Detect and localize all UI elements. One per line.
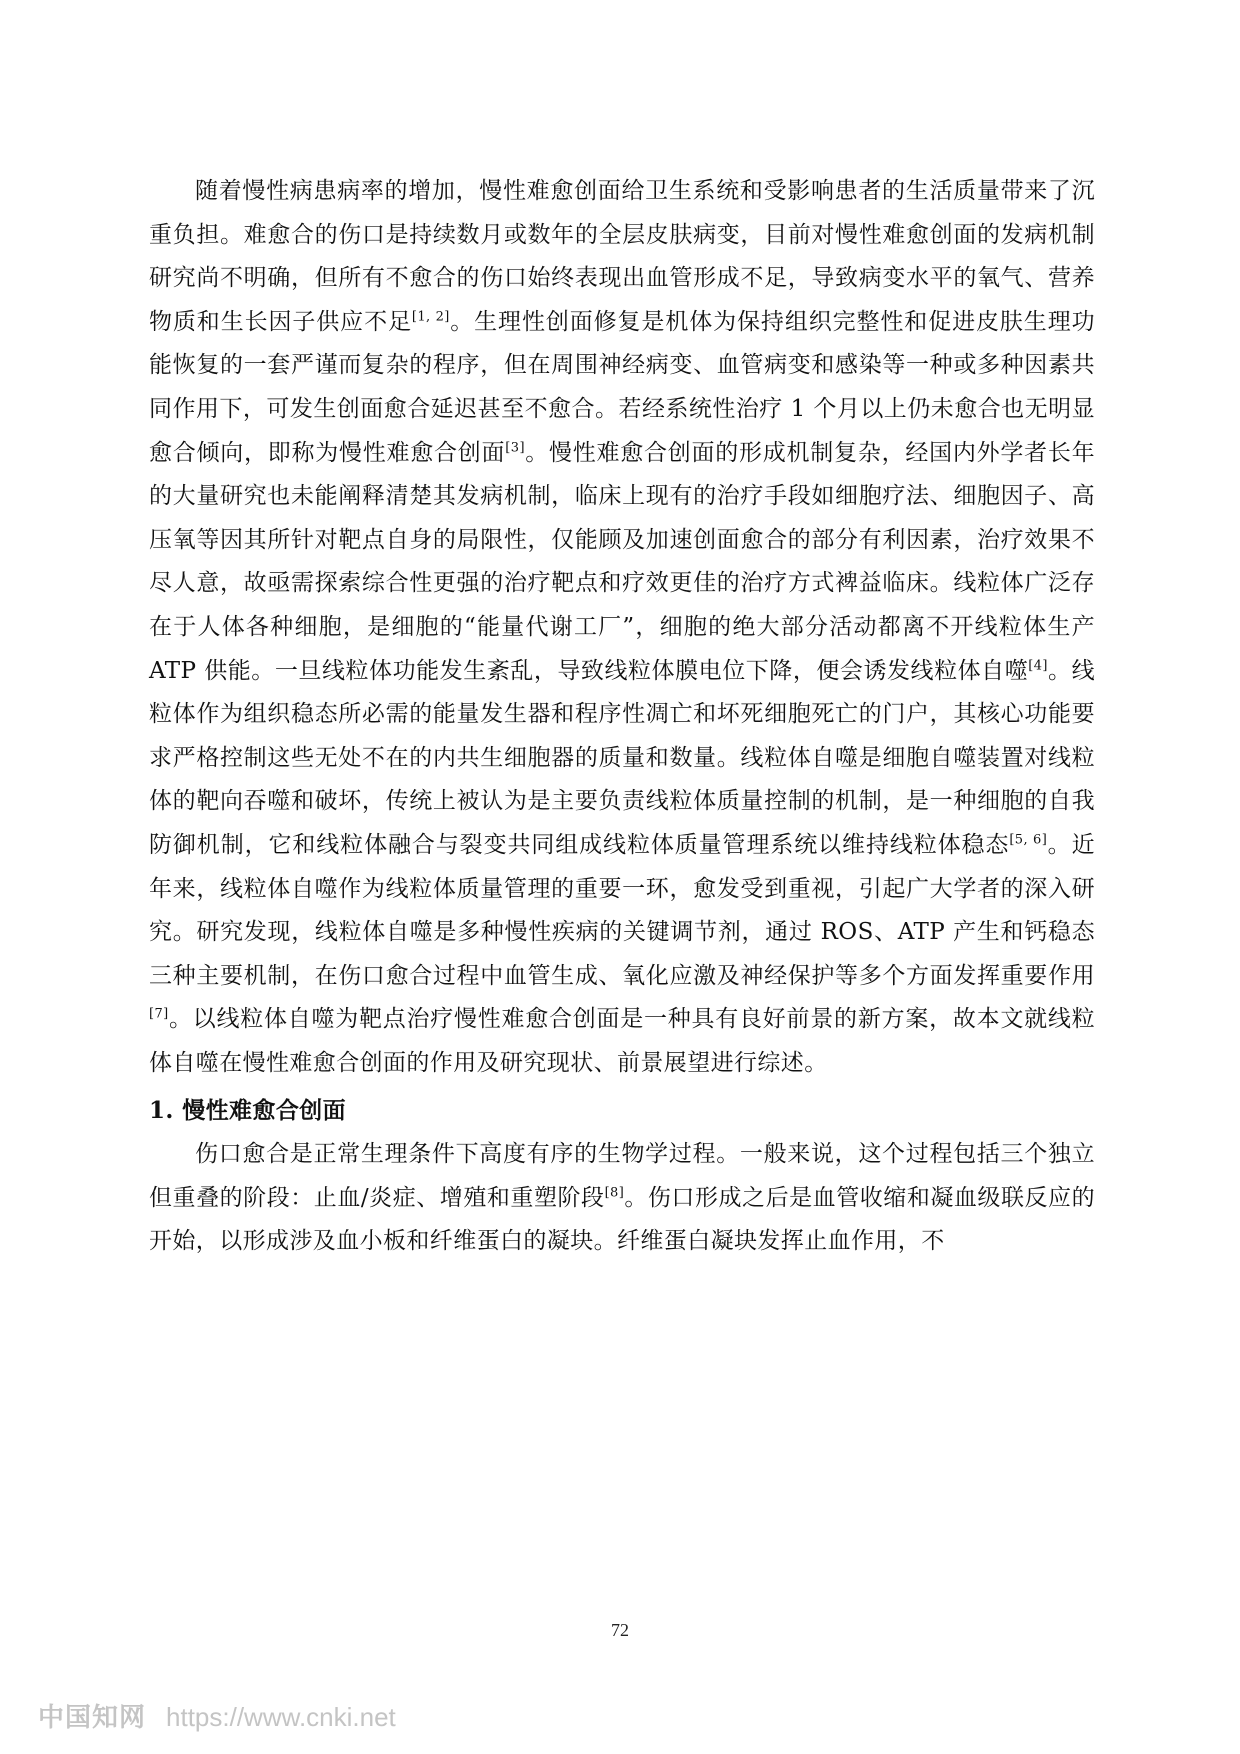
section-1-body: [149, 1133, 1095, 1264]
paragraph-text: 。近年来，线粒体自噬作为线粒体质量管理的重要一环，愈发受到重视，引起广大学者的深入研究。研究发现，线粒体自噬是多种慢性疾病的关键调节剂，通过 ROS、ATP 产生和钙稳态三种主要机制，在伤口愈合过程中血管生成、氧化应激及神经保护等多个方面发挥重要作用: [149, 831, 1095, 989]
citation-ref: [7]: [149, 1006, 169, 1022]
intro-section: [149, 170, 1095, 1085]
citation-ref: [3]: [505, 439, 525, 455]
citation-ref: [8]: [604, 1185, 625, 1200]
paragraph-text: 。慢性难愈合创面的形成机制复杂，经国内外学者长年的大量研究也未能阐释清楚其发病机制，临床上现有的治疗手段如细胞疗法、细胞因子、高压氧等因其所针对靶点自身的局限性，仅能顾及加速创面愈合的部分有利因素，治疗效果不尽人意，故亟需探索综合性更强的治疗靶点和疗效更佳的治疗方式裨益临床。线粒体广泛存在于人体各种细胞，是细胞的“能量代谢工厂”，细胞的绝大部分活动都离不开线粒体生产 ATP 供能。一旦线粒体功能发生紊乱，导致线粒体膜电位下降，便会诱发线粒体自噬: [149, 439, 1095, 684]
article-body: [149, 170, 1095, 1264]
paragraph-text: 随着慢性病患病率的增加，慢性难愈创面给卫生系统和受影响患者的生活质量带来了沉重负担。难愈合的伤口是持续数月或数年的全层皮肤病变，目前对慢性难愈创面的发病机制研究尚不明确，但所有不愈合的伤口始终表现出血管形成不足，导致病变水平的氧气、营养物质和生长因子供应不足: [149, 178, 1095, 335]
paragraph-text: 。伤口形成之后是血管收缩和凝血级联反应的开始，以形成涉及血小板和纤维蛋白的凝块。纤维蛋白凝块发挥止血作用，不: [149, 1184, 1095, 1255]
citation-ref: [4]: [1028, 657, 1048, 673]
paragraph-text: 伤口愈合是正常生理条件下高度有序的生物学过程。一般来说，这个过程包括三个独立但重叠的阶段：止血/炎症、增殖和重塑阶段: [149, 1141, 1095, 1211]
page-number: 72: [611, 1620, 629, 1640]
paragraph-text: 。生理性创面修复是机体为保持组织完整性和促进皮肤生理功能恢复的一套严谨而复杂的程序，但在周围神经病变、血管病变和感染等一种或多种因素共同作用下，可发生创面愈合延迟甚至不愈合。若经系统性治疗 1 个月以上仍未愈合也无明显愈合倾向，即称为慢性难愈合创面: [149, 308, 1095, 466]
cnki-watermark: [38, 1697, 396, 1734]
citation-ref: [5, 6]: [1009, 832, 1048, 848]
watermark-brand: 中国知网: [38, 1702, 147, 1732]
citation-ref: [1, 2]: [411, 309, 450, 325]
paragraph-text: 。以线粒体自噬为靶点治疗慢性难愈合创面是一种具有良好前景的新方案，故本文就线粒体自噬在慢性难愈合创面的作用及研究现状、前景展望进行综述。: [149, 1006, 1095, 1076]
paragraph: [149, 170, 1095, 1085]
watermark-url: https://www.cnki.net: [166, 1702, 396, 1732]
paragraph-text: 。线粒体作为组织稳态所必需的能量发生器和程序性凋亡和坏死细胞死亡的门户，其核心功能要求严格控制这些无处不在的内共生细胞器的质量和数量。线粒体自噬是细胞自噬装置对线粒体的靶向吞噬和破坏，传统上被认为是主要负责线粒体质量控制的机制，是一种细胞的自我防御机制，它和线粒体融合与裂变共同组成线粒体质量管理系统以维持线粒体稳态: [149, 657, 1095, 858]
section-heading: 1. 慢性难愈合创面: [149, 1097, 347, 1125]
paragraph: [149, 1133, 1095, 1264]
